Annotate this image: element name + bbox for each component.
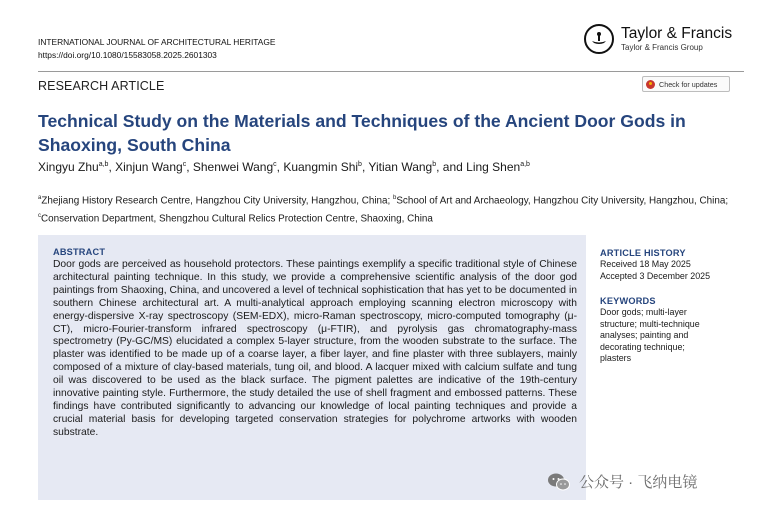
author-sup: a,b xyxy=(520,161,530,168)
author-sup: c xyxy=(182,161,187,168)
header-divider xyxy=(38,71,744,72)
publisher-name: Taylor & Francis xyxy=(621,25,733,42)
taylor-francis-logo-icon xyxy=(584,24,614,54)
affiliations xyxy=(38,191,748,227)
keywords-section xyxy=(600,295,718,365)
check-updates-label: Check for updates xyxy=(659,79,718,89)
article-history xyxy=(600,247,750,282)
author-name[interactable]: Xinjun Wang xyxy=(115,160,183,174)
affiliation: Zhejiang History Research Centre, Hangzhou City University, Hangzhou, China; xyxy=(41,195,391,207)
check-updates-button[interactable] xyxy=(642,76,730,92)
author-name[interactable]: Ling Shen xyxy=(466,160,521,174)
affil-sup: b xyxy=(393,195,397,201)
author-name[interactable]: Kuangmin Shi xyxy=(283,160,359,174)
author-name[interactable]: Yitian Wang xyxy=(368,160,433,174)
received-date: Received 18 May 2025 xyxy=(600,259,691,269)
author-sup: c xyxy=(273,161,277,168)
article-type: RESEARCH ARTICLE xyxy=(38,79,165,93)
wechat-icon xyxy=(547,472,571,492)
journal-name: INTERNATIONAL JOURNAL OF ARCHITECTURAL HERITAGE xyxy=(38,37,276,47)
abstract-text: Door gods are perceived as household protectors. These paintings exemplify a specific traditional style of Chinese architectural painting technique. In this study, we provide a comprehensive scientific analysis of the door god paintings from Shaoxing, China, and uncovered a level of technical sophistication that has yet to be documented in southern Chinese architectural art. A multi-analytical approach employing scanning electron microscopy with energy-dispersive X-ray spectroscopy (SEM-EDX), micro-Raman spectroscopy, micro-computed tomography (μ-CT), micro-Fourier-transform infrared spectroscopy (μ-FTIR), and pyrolysis gas chromatography-mass spectrometry (Py-GC/MS) elucidated a complex 5-layer structure, from the wooden substrate to the surface. The plaster was identified to be made up of a coarse layer, a fiber layer, and fine plaster with three sublayers, mainly composed of a mixture of clay-based materials, tung oil, and blood. A lacquer mixed with calcium sulfate and tung oil was discovered to be used as the black surface. The pigment palettes are indicative of the 19th-century innovative painting style. Furthermore, the study detailed the use of shell fragment and embossed patterns. These findings have contributed significantly to advancing our knowledge of local painting techniques and provide a crucial material basis for developing targeted conservation strategies for polychrome artworks with wooden substrate. xyxy=(53,259,577,438)
doi-link[interactable]: https://doi.org/10.1080/15583058.2025.2601303 xyxy=(38,49,217,60)
accepted-date: Accepted 3 December 2025 xyxy=(600,270,711,281)
journal-info xyxy=(38,36,275,61)
author-name[interactable]: Shenwei Wang xyxy=(192,160,274,174)
article-history-heading: ARTICLE HISTORY xyxy=(600,248,686,258)
affil-sup: c xyxy=(38,212,41,219)
check-updates-icon xyxy=(646,80,655,89)
keywords-heading: KEYWORDS xyxy=(600,296,656,306)
publisher-logo xyxy=(584,24,732,54)
keywords-text: Door gods; multi-layer structure; multi-technique analyses; painting and decorating technique; plasters xyxy=(600,307,700,363)
watermark-text: 公众号 · 飞纳电镜 xyxy=(579,474,698,491)
author-sup: b xyxy=(358,161,362,168)
affil-sup: a xyxy=(38,195,42,201)
affiliation: School of Art and Archaeology, Hangzhou City University, Hangzhou, China; xyxy=(396,195,729,207)
watermark xyxy=(547,471,697,492)
author-sup: a,b xyxy=(98,161,109,168)
article-title: Technical Study on the Materials and Techniques of the Ancient Door Gods in Shaoxing, South China xyxy=(38,111,686,155)
author-list: Xingyu Zhu$^{a,b}$, Xinjun Wang$^c$, Shenwei Wang$^c$, Kuangmin Shi$^b$, Yitian Wang$^b$, and Ling Shen$^{a,b}$ xyxy=(38,160,530,174)
abstract-heading: ABSTRACT xyxy=(53,247,106,257)
author-name[interactable]: Xingyu Zhu xyxy=(38,160,99,174)
publisher-group: Taylor & Francis Group xyxy=(621,43,703,52)
author-sup: b xyxy=(432,161,437,168)
affiliation: Conservation Department, Shengzhou Cultural Relics Protection Centre, Shaoxing, China xyxy=(41,213,433,225)
